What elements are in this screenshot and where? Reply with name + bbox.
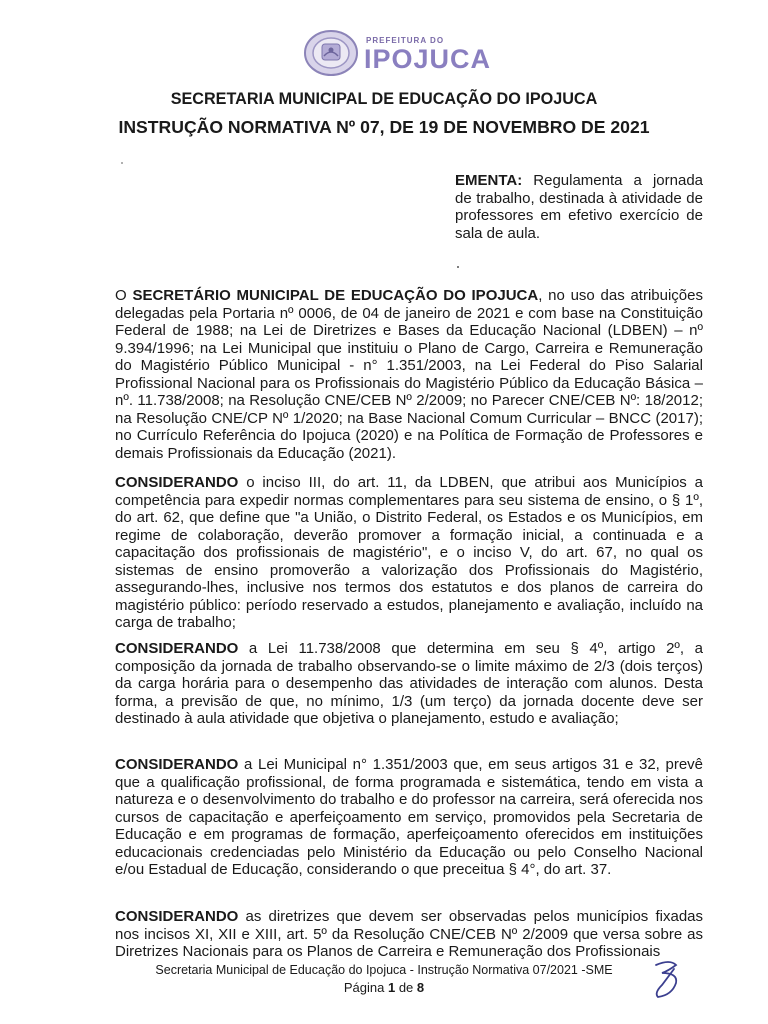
considerando-label: CONSIDERANDO xyxy=(115,756,239,773)
considerando-text: a Lei 11.738/2008 que determina em seu § 4º, artigo 2º, a composição da jornada de trabalho observando-se o limite máximo de 2/3 (dois terços) da carga horária para o desempenho das atividades de interação com alunos. Desta forma, a previsão de que, no mínimo, 1/3 (um terço) da jornada docente deve ser destinado à aula atividade que objetiva o planejamento, estudo e avaliação; xyxy=(115,640,703,727)
preamble-bold: SECRETÁRIO MUNICIPAL DE EDUCAÇÃO DO IPOJUCA xyxy=(132,287,539,304)
considerando-label: CONSIDERANDO xyxy=(115,640,239,657)
logo-subtitle: PREFEITURA DO xyxy=(366,36,445,45)
page-current: 1 xyxy=(387,980,396,995)
prefeitura-logo xyxy=(302,28,502,80)
secretaria-heading: SECRETARIA MUNICIPAL DE EDUCAÇÃO DO IPOJUCA xyxy=(170,90,598,108)
city-seal-icon xyxy=(302,28,360,78)
considerando-text: o inciso III, do art. 11, da LDBEN, que atribui aos Municípios a competência para expedir normas complementares para seu sistema de ensino, o § 1º, do art. 62, que define que "a União, o Distrito Federal, os Estados e os Municípios, em regime de colaboração, deverão promover a formação inicial, a continuada e a capacitação dos profissionais de magistério", e o inciso V, do art. 67, no qual os sistemas de ensino promoverão a valorização dos Profissionais do Magistério, assegurando-lhes, inclusive nos termos dos estatutos e dos planos de carreira do magistério público: período reservado a estudos, planejamento e avaliação, incluído na carga de trabalho; xyxy=(115,474,703,631)
considerando-paragraph xyxy=(115,474,703,632)
scan-speck xyxy=(457,266,459,268)
considerando-text: as diretrizes que devem ser observadas pelos municípios fixadas nos incisos XI, XII e XIII, art. 5º da Resolução CNE/CEB Nº 2/2009 que versa sobre as Diretrizes Nacionais para os Planos de Carreira e Remuneração dos Profissionais xyxy=(115,908,703,960)
footer-text: Secretaria Municipal de Educação do Ipojuca - Instrução Normativa 07/2021 -SME xyxy=(155,963,613,977)
considerando-label: CONSIDERANDO xyxy=(115,908,239,925)
preamble-paragraph xyxy=(115,287,703,462)
page-total: 8 xyxy=(416,980,425,995)
ementa-label: EMENTA: xyxy=(455,172,523,189)
considerando-paragraph xyxy=(115,756,703,879)
page-middle: de xyxy=(395,980,417,995)
instrucao-heading: INSTRUÇÃO NORMATIVA Nº 07, DE 19 DE NOVEMBRO DE 2021 xyxy=(118,117,650,137)
page-prefix: Página xyxy=(343,980,388,995)
handwritten-initial-signature xyxy=(648,955,688,1005)
considerando-label: CONSIDERANDO xyxy=(115,474,239,491)
considerando-paragraph xyxy=(115,908,703,960)
considerando-text: a Lei Municipal n° 1.351/2003 que, em seus artigos 31 e 32, prevê que a qualificação profissional, de forma programada e sistemática, tendo em vista a natureza e o desenvolvimento do trabalho e do professor na carreira, será oferecida nos cursos de capacitação e aperfeiçoamento em serviço, promovidos pela Secretaria de Educação e em programas de formação, aperfeiçoamento oferecidos em instituições educacionais credenciadas pelo Ministério da Educação ou pelo Conselho Nacional e/ou Estadual de Educação, considerando o que preceitua § 4°, do art. 37. xyxy=(115,756,703,878)
preamble-text: , no uso das atribuições delegadas pela Portaria nº 0006, de 04 de janeiro de 2021 e com base na Constituição Federal de 1988; na Lei de Diretrizes e Bases da Educação Nacional (LDBEN) – nº 9.394/1996; na Lei Municipal que instituiu o Plano de Cargo, Carreira e Remuneração do Magistério Público Municipal - n° 1.351/2003, na Lei Federal do Piso Salarial Profissional Nacional para os Profissionais do Magistério Público da Educação Básica – nº. 11.738/2008; na Resolução CNE/CEB Nº 2/2009; no Parecer CNE/CEB Nº: 18/2012; na Resolução CNE/CP Nº 1/2020; na Base Nacional Comum Curricular – BNCC (2017); no Currículo Referência do Ipojuca (2020) e na Política de Formação de Professores e demais Profissionais da Educação (2021). xyxy=(115,287,703,462)
ementa-text: Regulamenta a jornada de trabalho, destinada à atividade de professores em efetivo exercício de sala de aula. xyxy=(455,172,703,242)
logo-title: IPOJUCA xyxy=(364,44,492,74)
scan-speck xyxy=(121,162,123,164)
considerando-paragraph xyxy=(115,640,703,728)
ementa xyxy=(455,172,703,242)
preamble-lead: O xyxy=(115,287,133,304)
